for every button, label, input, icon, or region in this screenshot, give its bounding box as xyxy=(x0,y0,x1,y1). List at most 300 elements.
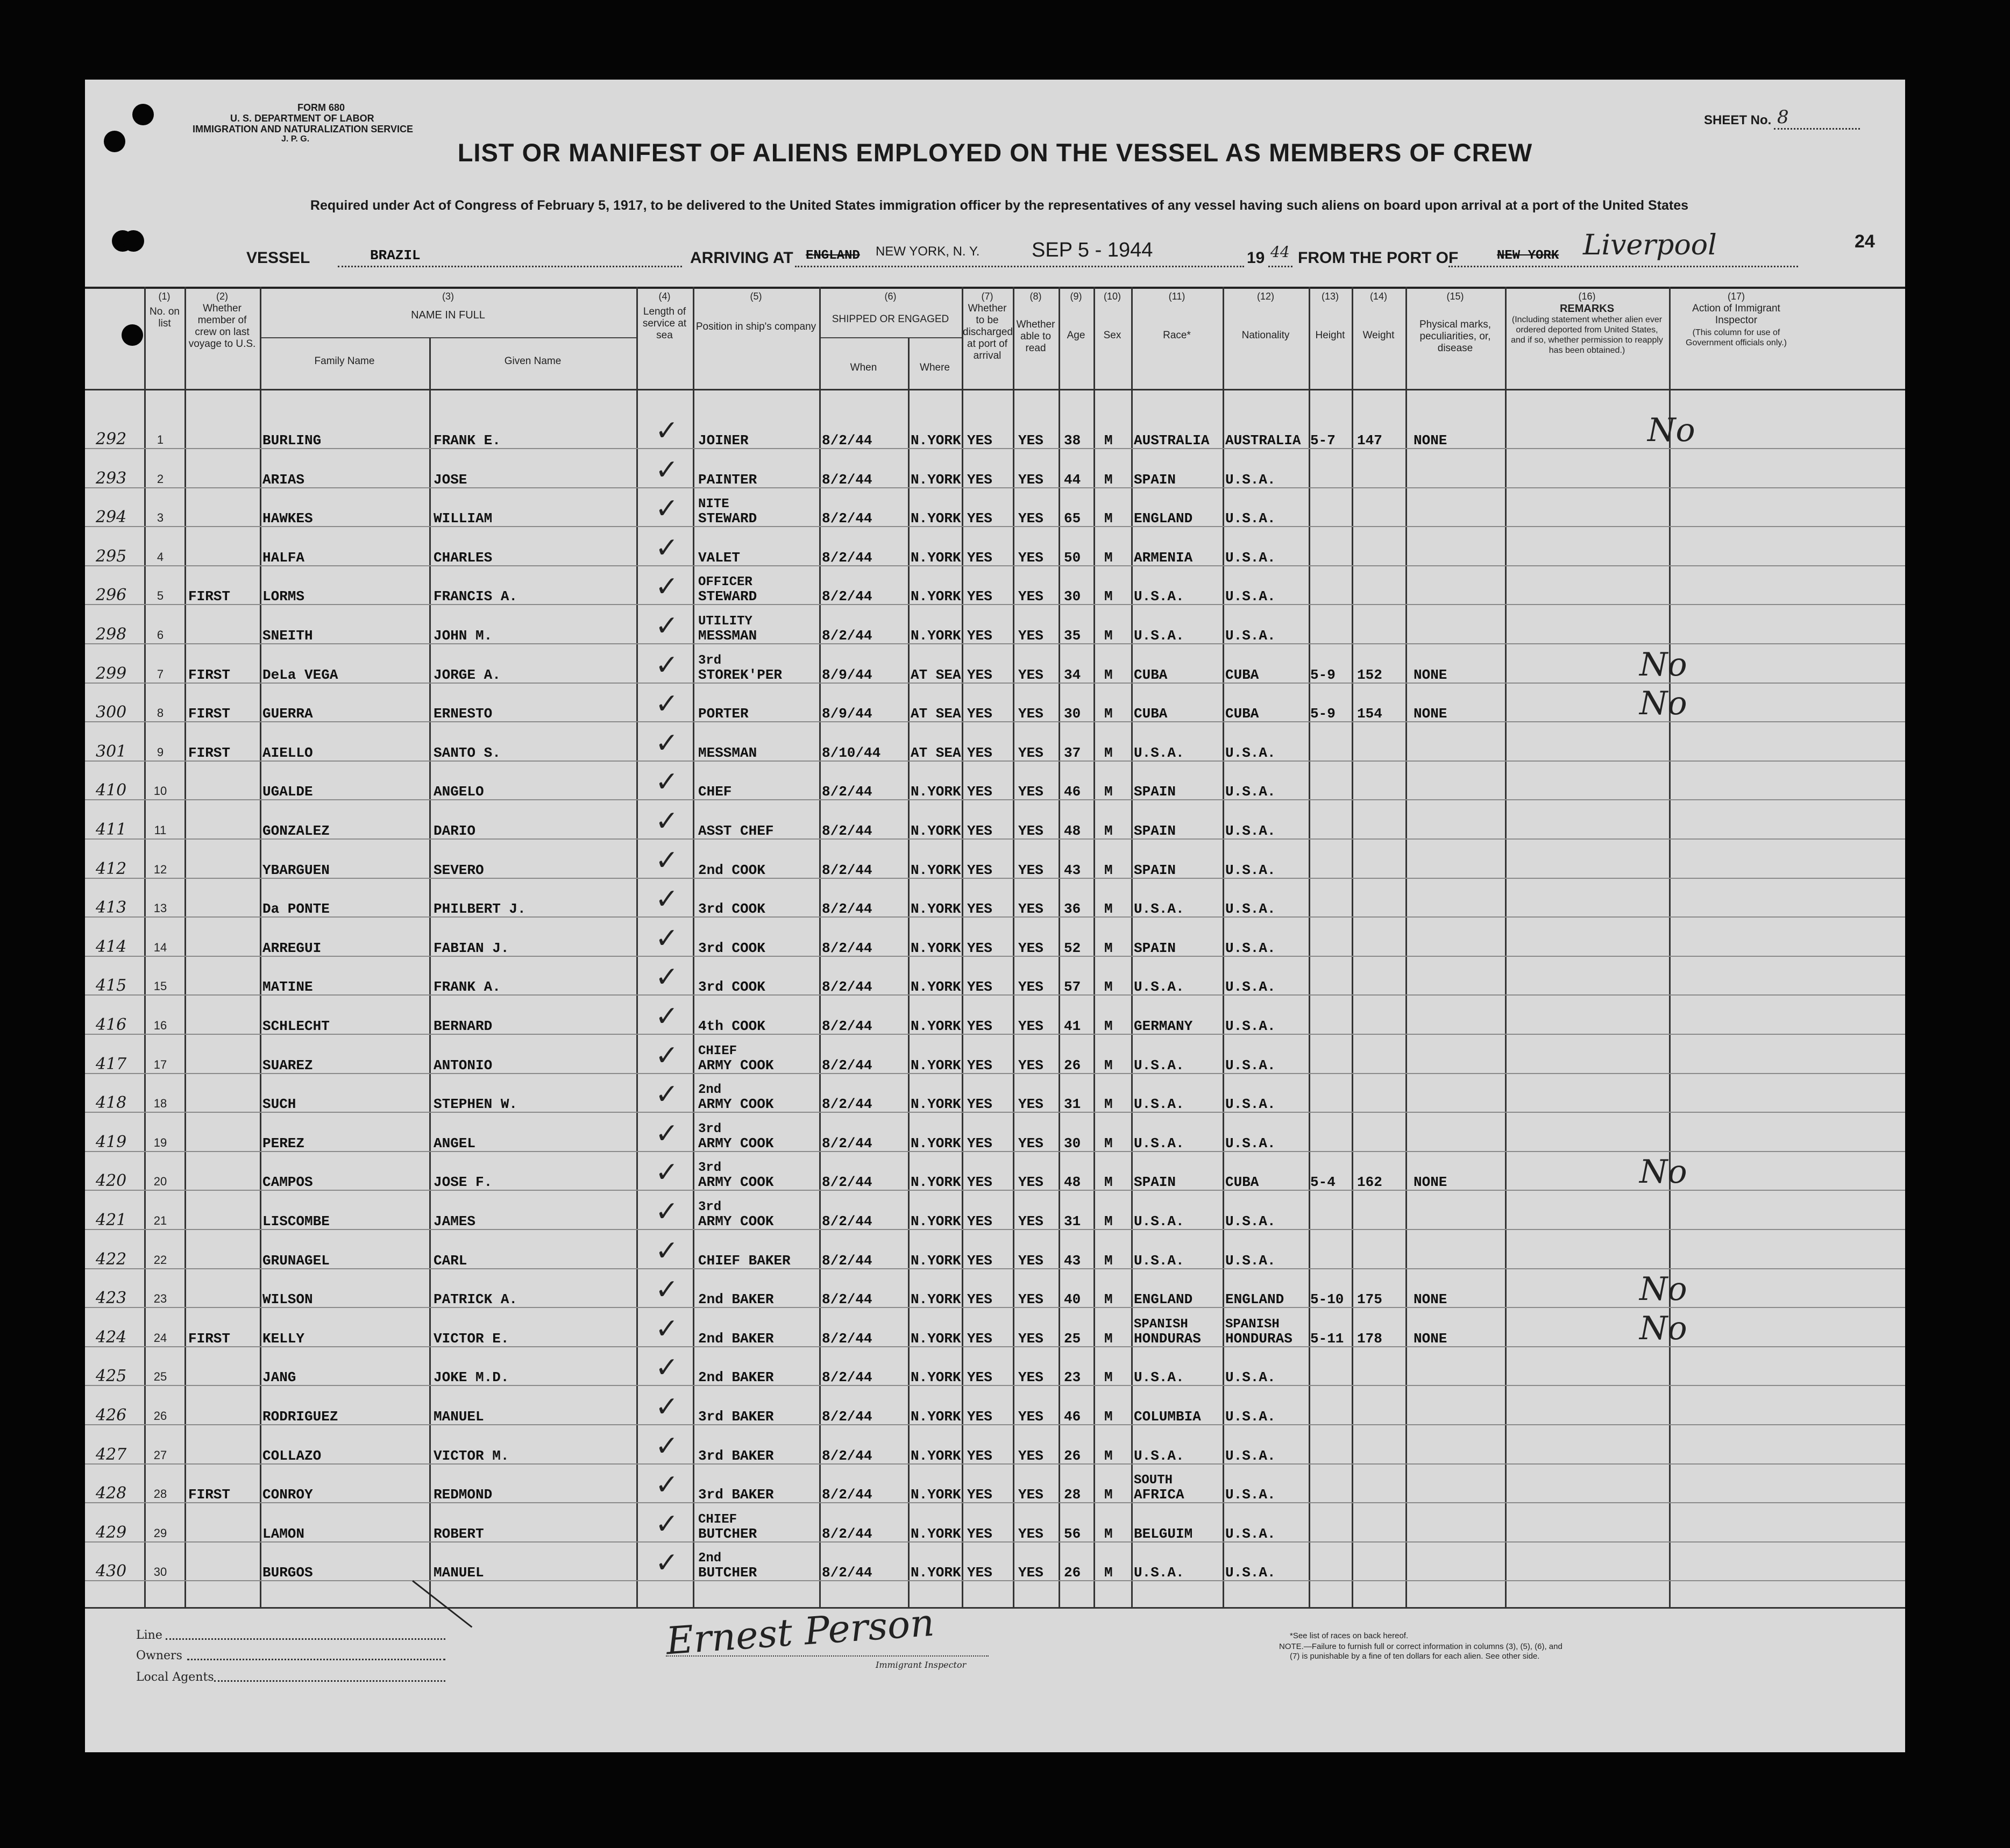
given-name: MANUEL xyxy=(434,1565,484,1581)
family-name: AIELLO xyxy=(262,744,313,761)
given-name: JOHN M. xyxy=(434,628,493,644)
from-port-handwritten: Liverpool xyxy=(1583,229,1717,261)
sheet-number: 8 xyxy=(1777,106,1789,128)
given-name: FRANCIS A. xyxy=(434,588,518,605)
given-name: CARL xyxy=(434,1252,467,1269)
remark-handwritten: No xyxy=(1639,1309,1687,1347)
discharged: YES xyxy=(967,1409,992,1425)
family-name: ARREGUI xyxy=(262,940,322,956)
shipped-where: N.YORK xyxy=(911,1135,961,1152)
sex: M xyxy=(1104,1096,1113,1113)
nationality: CUBA xyxy=(1225,706,1259,722)
discharged: YES xyxy=(967,1018,992,1034)
shipped-where: N.YORK xyxy=(911,549,961,566)
race: AUSTRALIA xyxy=(1134,432,1210,449)
age: 36 xyxy=(1064,901,1081,918)
sex: M xyxy=(1104,1525,1113,1542)
check-mark-icon: ✓ xyxy=(655,1274,679,1306)
list-number: 17 xyxy=(153,1057,167,1071)
able-to-read: YES xyxy=(1018,471,1043,488)
able-to-read: YES xyxy=(1018,588,1043,605)
sequence-number: 424 xyxy=(96,1327,127,1347)
previous-voyage: FIRST xyxy=(188,1487,231,1503)
shipped-where: N.YORK xyxy=(911,1409,961,1425)
arriving-label: ARRIVING AT xyxy=(690,249,793,267)
col14-header: Weight xyxy=(1362,330,1395,341)
sequence-number: 418 xyxy=(96,1093,127,1113)
list-number: 2 xyxy=(157,472,164,486)
owners-field xyxy=(187,1659,445,1660)
race: U.S.A. xyxy=(1134,979,1184,996)
able-to-read: YES xyxy=(1018,1525,1043,1542)
shipped-where: N.YORK xyxy=(911,1174,961,1191)
race: U.S.A. xyxy=(1134,1135,1184,1152)
end-of-list-stroke xyxy=(412,1580,472,1628)
from-port-field xyxy=(1448,229,1798,267)
family-name: YBARGUEN xyxy=(262,862,330,878)
race: BELGUIM xyxy=(1134,1525,1193,1542)
discharged: YES xyxy=(967,549,992,566)
given-name: STEPHEN W. xyxy=(434,1096,518,1113)
given-name: JAMES xyxy=(434,1213,476,1229)
race: U.S.A. xyxy=(1134,1252,1184,1269)
position: 3rd BAKER xyxy=(698,1447,774,1464)
age: 43 xyxy=(1064,862,1081,878)
list-number: 12 xyxy=(153,862,167,876)
position: CHEF xyxy=(698,784,732,800)
sequence-number: 414 xyxy=(96,937,127,956)
col13-number: (13) xyxy=(1321,291,1339,302)
nationality: U.S.A. xyxy=(1225,1135,1276,1152)
family-name: ARIAS xyxy=(262,471,305,488)
shipped-where: N.YORK xyxy=(911,862,961,878)
check-mark-icon: ✓ xyxy=(655,1352,679,1384)
position: BUTCHER xyxy=(698,1525,757,1542)
sequence-number: 294 xyxy=(96,508,127,527)
family-name: Da PONTE xyxy=(262,901,330,918)
sequence-number: 420 xyxy=(96,1171,127,1191)
able-to-read: YES xyxy=(1018,1447,1043,1464)
list-number: 21 xyxy=(153,1214,167,1227)
list-number: 14 xyxy=(153,940,167,954)
position: 3rd COOK xyxy=(698,979,765,996)
family-name: CONROY xyxy=(262,1487,313,1503)
sequence-number: 299 xyxy=(96,664,127,683)
age: 57 xyxy=(1064,979,1081,996)
sequence-number: 412 xyxy=(96,859,127,878)
given-name: FRANK A. xyxy=(434,979,501,996)
race: U.S.A. xyxy=(1134,1447,1184,1464)
sequence-number: 428 xyxy=(96,1484,127,1503)
race: GERMANY xyxy=(1134,1018,1193,1034)
shipped-where: N.YORK xyxy=(911,1487,961,1503)
sequence-number: 415 xyxy=(96,976,127,996)
nationality: U.S.A. xyxy=(1225,510,1276,527)
discharged: YES xyxy=(967,862,992,878)
physical-marks: NONE xyxy=(1414,1174,1447,1191)
shipped-where: N.YORK xyxy=(911,1057,961,1074)
shipped-where: N.YORK xyxy=(911,979,961,996)
remark-handwritten: No xyxy=(1647,411,1695,449)
arriving-field xyxy=(795,239,1244,267)
year-field xyxy=(1268,243,1292,267)
given-name: DARIO xyxy=(434,823,476,839)
from-port-struck: NEW YORK xyxy=(1497,248,1559,263)
position: ARMY COOK xyxy=(698,1057,774,1074)
family-name: KELLY xyxy=(262,1330,305,1347)
race: SPAIN xyxy=(1134,1174,1176,1191)
discharged: YES xyxy=(967,1252,992,1269)
col16-header: REMARKS xyxy=(1559,303,1615,315)
race: U.S.A. xyxy=(1134,1213,1184,1229)
position: ASST CHEF xyxy=(698,823,774,839)
position: 3rd BAKER xyxy=(698,1487,774,1503)
check-mark-icon: ✓ xyxy=(655,531,679,564)
age: 44 xyxy=(1064,471,1081,488)
race-line-1: SPANISH xyxy=(1134,1317,1188,1332)
check-mark-icon: ✓ xyxy=(655,453,679,486)
able-to-read: YES xyxy=(1018,666,1043,683)
sex: M xyxy=(1104,706,1113,722)
list-number: 20 xyxy=(153,1175,167,1189)
vessel-field xyxy=(338,247,682,267)
list-number: 8 xyxy=(157,706,164,720)
sex: M xyxy=(1104,1213,1113,1229)
col16-number: (16) xyxy=(1578,291,1596,302)
race: SPAIN xyxy=(1134,823,1176,839)
sex: M xyxy=(1104,510,1113,527)
col1-number: (1) xyxy=(158,291,171,302)
given-name: ERNESTO xyxy=(434,706,493,722)
note-line-2: (7) is punishable by a fine of ten dollars for each alien. See other side. xyxy=(1290,1652,1540,1661)
form-number: FORM 680 xyxy=(297,102,345,113)
sex: M xyxy=(1104,1057,1113,1074)
able-to-read: YES xyxy=(1018,901,1043,918)
check-mark-icon: ✓ xyxy=(655,844,679,877)
check-mark-icon: ✓ xyxy=(655,1234,679,1267)
sequence-number: 426 xyxy=(96,1406,127,1425)
able-to-read: YES xyxy=(1018,1369,1043,1386)
form-code: J. P. G. xyxy=(281,134,310,144)
col3-header: NAME IN FULL xyxy=(411,309,485,321)
crew-table xyxy=(85,287,1905,1615)
family-name: BURGOS xyxy=(262,1565,313,1581)
shipped-when: 8/2/44 xyxy=(822,628,872,644)
check-mark-icon: ✓ xyxy=(655,1430,679,1462)
previous-voyage: FIRST xyxy=(188,706,231,722)
check-mark-icon: ✓ xyxy=(655,610,679,642)
shipped-when: 8/2/44 xyxy=(822,1213,872,1229)
position: MESSMAN xyxy=(698,744,757,761)
list-number: 19 xyxy=(153,1135,167,1149)
family-name: DeLa VEGA xyxy=(262,666,338,683)
check-mark-icon: ✓ xyxy=(655,1156,679,1189)
given-name: ANGEL xyxy=(434,1135,476,1152)
given-name: VICTOR E. xyxy=(434,1330,509,1347)
nationality: U.S.A. xyxy=(1225,1057,1276,1074)
shipped-when: 8/2/44 xyxy=(822,784,872,800)
col9-header: Age xyxy=(1067,330,1085,341)
check-mark-icon: ✓ xyxy=(655,1078,679,1111)
col12-number: (12) xyxy=(1256,291,1274,302)
able-to-read: YES xyxy=(1018,784,1043,800)
check-mark-icon: ✓ xyxy=(655,415,679,447)
family-name: GUERRA xyxy=(262,706,313,722)
age: 30 xyxy=(1064,588,1081,605)
sex: M xyxy=(1104,823,1113,839)
nationality: U.S.A. xyxy=(1225,549,1276,566)
discharged: YES xyxy=(967,901,992,918)
sequence-number: 427 xyxy=(96,1445,127,1464)
page-title: LIST OR MANIFEST OF ALIENS EMPLOYED ON THE VESSEL AS MEMBERS OF CREW xyxy=(457,138,1533,167)
shipped-where: N.YORK xyxy=(911,1291,961,1308)
position-line-1: NITE xyxy=(698,497,729,512)
age: 26 xyxy=(1064,1447,1081,1464)
nationality: U.S.A. xyxy=(1225,940,1276,956)
shipped-when: 8/2/44 xyxy=(822,471,872,488)
col5-header: Position in ship's company xyxy=(695,321,816,332)
given-name: JOKE M.D. xyxy=(434,1369,509,1386)
list-number: 13 xyxy=(153,901,167,915)
age: 26 xyxy=(1064,1057,1081,1074)
family-name: SUCH xyxy=(262,1096,296,1113)
col7-number: (7) xyxy=(981,291,993,302)
list-number: 15 xyxy=(153,979,167,993)
age: 46 xyxy=(1064,1409,1081,1425)
nationality: U.S.A. xyxy=(1225,628,1276,644)
able-to-read: YES xyxy=(1018,1018,1043,1034)
shipped-where: N.YORK xyxy=(911,432,961,449)
sex: M xyxy=(1104,1330,1113,1347)
agents-label: Local Agents xyxy=(136,1671,214,1684)
discharged: YES xyxy=(967,1487,992,1503)
given-name: PHILBERT J. xyxy=(434,901,526,918)
race: U.S.A. xyxy=(1134,1565,1184,1581)
note-races: *See list of races on back hereof. xyxy=(1290,1631,1409,1640)
shipped-where: N.YORK xyxy=(911,1018,961,1034)
family-name: HAWKES xyxy=(262,510,313,527)
shipped-when: 8/10/44 xyxy=(822,744,881,761)
weight: 152 xyxy=(1357,666,1382,683)
able-to-read: YES xyxy=(1018,862,1043,878)
sex: M xyxy=(1104,666,1113,683)
discharged: YES xyxy=(967,1330,992,1347)
sex: M xyxy=(1104,862,1113,878)
sheet-number-field xyxy=(1774,106,1860,130)
shipped-when: 8/2/44 xyxy=(822,1447,872,1464)
given-name: ANTONIO xyxy=(434,1057,493,1074)
shipped-when: 8/2/44 xyxy=(822,823,872,839)
given-name: FABIAN J. xyxy=(434,940,509,956)
sex: M xyxy=(1104,1135,1113,1152)
check-mark-icon: ✓ xyxy=(655,766,679,799)
sex: M xyxy=(1104,1369,1113,1386)
shipped-where: N.YORK xyxy=(911,588,961,605)
age: 46 xyxy=(1064,784,1081,800)
position: STEWARD xyxy=(698,510,757,527)
sequence-number: 429 xyxy=(96,1523,127,1542)
given-name: FRANK E. xyxy=(434,432,501,449)
check-mark-icon: ✓ xyxy=(655,1000,679,1033)
list-number: 16 xyxy=(153,1019,167,1032)
sequence-number: 416 xyxy=(96,1015,127,1034)
age: 65 xyxy=(1064,510,1081,527)
shipped-when: 8/2/44 xyxy=(822,1487,872,1503)
shipped-when: 8/2/44 xyxy=(822,510,872,527)
shipped-where: N.YORK xyxy=(911,1447,961,1464)
check-mark-icon: ✓ xyxy=(655,571,679,603)
line-field xyxy=(166,1638,445,1640)
able-to-read: YES xyxy=(1018,706,1043,722)
check-mark-icon: ✓ xyxy=(655,493,679,525)
position-line-1: UTILITY xyxy=(698,614,752,629)
sex: M xyxy=(1104,940,1113,956)
sequence-number: 419 xyxy=(96,1132,127,1152)
able-to-read: YES xyxy=(1018,940,1043,956)
family-name: PEREZ xyxy=(262,1135,305,1152)
position-line-1: 3rd xyxy=(698,1161,722,1176)
nationality: U.S.A. xyxy=(1225,1213,1276,1229)
family-name: UGALDE xyxy=(262,784,313,800)
discharged: YES xyxy=(967,706,992,722)
family-name: BURLING xyxy=(262,432,322,449)
discharged: YES xyxy=(967,628,992,644)
able-to-read: YES xyxy=(1018,1291,1043,1308)
family-name: JANG xyxy=(262,1369,296,1386)
nationality: U.S.A. xyxy=(1225,588,1276,605)
physical-marks: NONE xyxy=(1414,432,1447,449)
given-name: SANTO S. xyxy=(434,744,501,761)
race: SPAIN xyxy=(1134,940,1176,956)
position: ARMY COOK xyxy=(698,1096,774,1113)
shipped-where: N.YORK xyxy=(911,901,961,918)
discharged: YES xyxy=(967,1213,992,1229)
height: 5-4 xyxy=(1310,1174,1336,1191)
sex: M xyxy=(1104,628,1113,644)
shipped-when: 8/2/44 xyxy=(822,1291,872,1308)
check-mark-icon: ✓ xyxy=(655,649,679,681)
punch-hole xyxy=(123,230,144,252)
shipped-when: 8/2/44 xyxy=(822,862,872,878)
position-line-1: 3rd xyxy=(698,1121,722,1136)
family-name: LAMON xyxy=(262,1525,305,1542)
list-number: 7 xyxy=(157,667,164,681)
nationality-line-1: SPANISH xyxy=(1225,1317,1280,1332)
sequence-number: 300 xyxy=(96,703,127,722)
age: 31 xyxy=(1064,1213,1081,1229)
discharged: YES xyxy=(967,1525,992,1542)
height: 5-7 xyxy=(1310,432,1336,449)
shipped-when: 8/2/44 xyxy=(822,979,872,996)
sex: M xyxy=(1104,1565,1113,1581)
age: 35 xyxy=(1064,628,1081,644)
remark-handwritten: No xyxy=(1639,1153,1687,1191)
line-label: Line xyxy=(136,1629,162,1642)
shipped-when: 8/2/44 xyxy=(822,1057,872,1074)
sex: M xyxy=(1104,744,1113,761)
sequence-number: 421 xyxy=(96,1211,127,1229)
col13-header: Height xyxy=(1315,330,1345,341)
race: SPAIN xyxy=(1134,862,1176,878)
shipped-when: 8/2/44 xyxy=(822,901,872,918)
race: ENGLAND xyxy=(1134,1291,1193,1308)
family-name: GONZALEZ xyxy=(262,823,330,839)
check-mark-icon: ✓ xyxy=(655,1312,679,1345)
check-mark-icon: ✓ xyxy=(655,922,679,955)
shipped-when: 8/9/44 xyxy=(822,666,872,683)
height: 5-9 xyxy=(1310,666,1336,683)
weight: 154 xyxy=(1357,706,1382,722)
check-mark-icon: ✓ xyxy=(655,1039,679,1072)
age: 30 xyxy=(1064,1135,1081,1152)
race: HONDURAS xyxy=(1134,1330,1201,1347)
shipped-when: 8/2/44 xyxy=(822,1330,872,1347)
weight: 162 xyxy=(1357,1174,1382,1191)
shipped-where: N.YORK xyxy=(911,940,961,956)
check-mark-icon: ✓ xyxy=(655,1508,679,1540)
given-name: ANGELO xyxy=(434,784,484,800)
col4-header: Length of service at sea xyxy=(642,306,687,341)
col15-header: Physical marks, peculiarities, or, disease xyxy=(1419,319,1491,354)
note-line-1: NOTE.—Failure to furnish full or correct information in columns (3), (5), (6), and xyxy=(1279,1642,1562,1651)
arriving-port: NEW YORK, N. Y. xyxy=(876,244,980,259)
agents-field xyxy=(214,1680,445,1682)
position-line-1: CHIEF xyxy=(698,1043,737,1058)
able-to-read: YES xyxy=(1018,628,1043,644)
sheet-label: SHEET No. xyxy=(1704,113,1772,127)
able-to-read: YES xyxy=(1018,549,1043,566)
shipped-when: 8/2/44 xyxy=(822,1409,872,1425)
able-to-read: YES xyxy=(1018,1174,1043,1191)
shipped-when: 8/2/44 xyxy=(822,1565,872,1581)
family-name: LORMS xyxy=(262,588,305,605)
shipped-where: N.YORK xyxy=(911,1369,961,1386)
discharged: YES xyxy=(967,823,992,839)
list-number: 23 xyxy=(153,1292,167,1306)
shipped-when: 8/2/44 xyxy=(822,1252,872,1269)
list-number: 25 xyxy=(153,1370,167,1384)
position: ARMY COOK xyxy=(698,1174,774,1191)
year-prefix: 19 xyxy=(1247,249,1265,267)
sex: M xyxy=(1104,1174,1113,1191)
given-name: BERNARD xyxy=(434,1018,493,1034)
discharged: YES xyxy=(967,744,992,761)
sex: M xyxy=(1104,1252,1113,1269)
list-number: 11 xyxy=(154,823,167,837)
owners-label: Owners xyxy=(136,1649,182,1662)
check-mark-icon: ✓ xyxy=(655,1547,679,1580)
given-name: MANUEL xyxy=(434,1409,484,1425)
check-mark-icon: ✓ xyxy=(655,961,679,994)
col11-header: Race* xyxy=(1163,330,1191,341)
discharged: YES xyxy=(967,784,992,800)
shipped-when: 8/2/44 xyxy=(822,1525,872,1542)
sex: M xyxy=(1104,549,1113,566)
nationality: U.S.A. xyxy=(1225,823,1276,839)
position: 3rd COOK xyxy=(698,940,765,956)
shipped-where: AT SEA xyxy=(911,706,961,722)
col8-number: (8) xyxy=(1029,291,1042,302)
shipped-where: N.YORK xyxy=(911,823,961,839)
shipped-when: 8/2/44 xyxy=(822,1174,872,1191)
nationality: U.S.A. xyxy=(1225,979,1276,996)
col6-when-header: When xyxy=(850,362,877,373)
shipped-where: N.YORK xyxy=(911,1525,961,1542)
given-name: JOSE xyxy=(434,471,467,488)
able-to-read: YES xyxy=(1018,1565,1043,1581)
able-to-read: YES xyxy=(1018,823,1043,839)
list-number: 5 xyxy=(157,589,164,603)
